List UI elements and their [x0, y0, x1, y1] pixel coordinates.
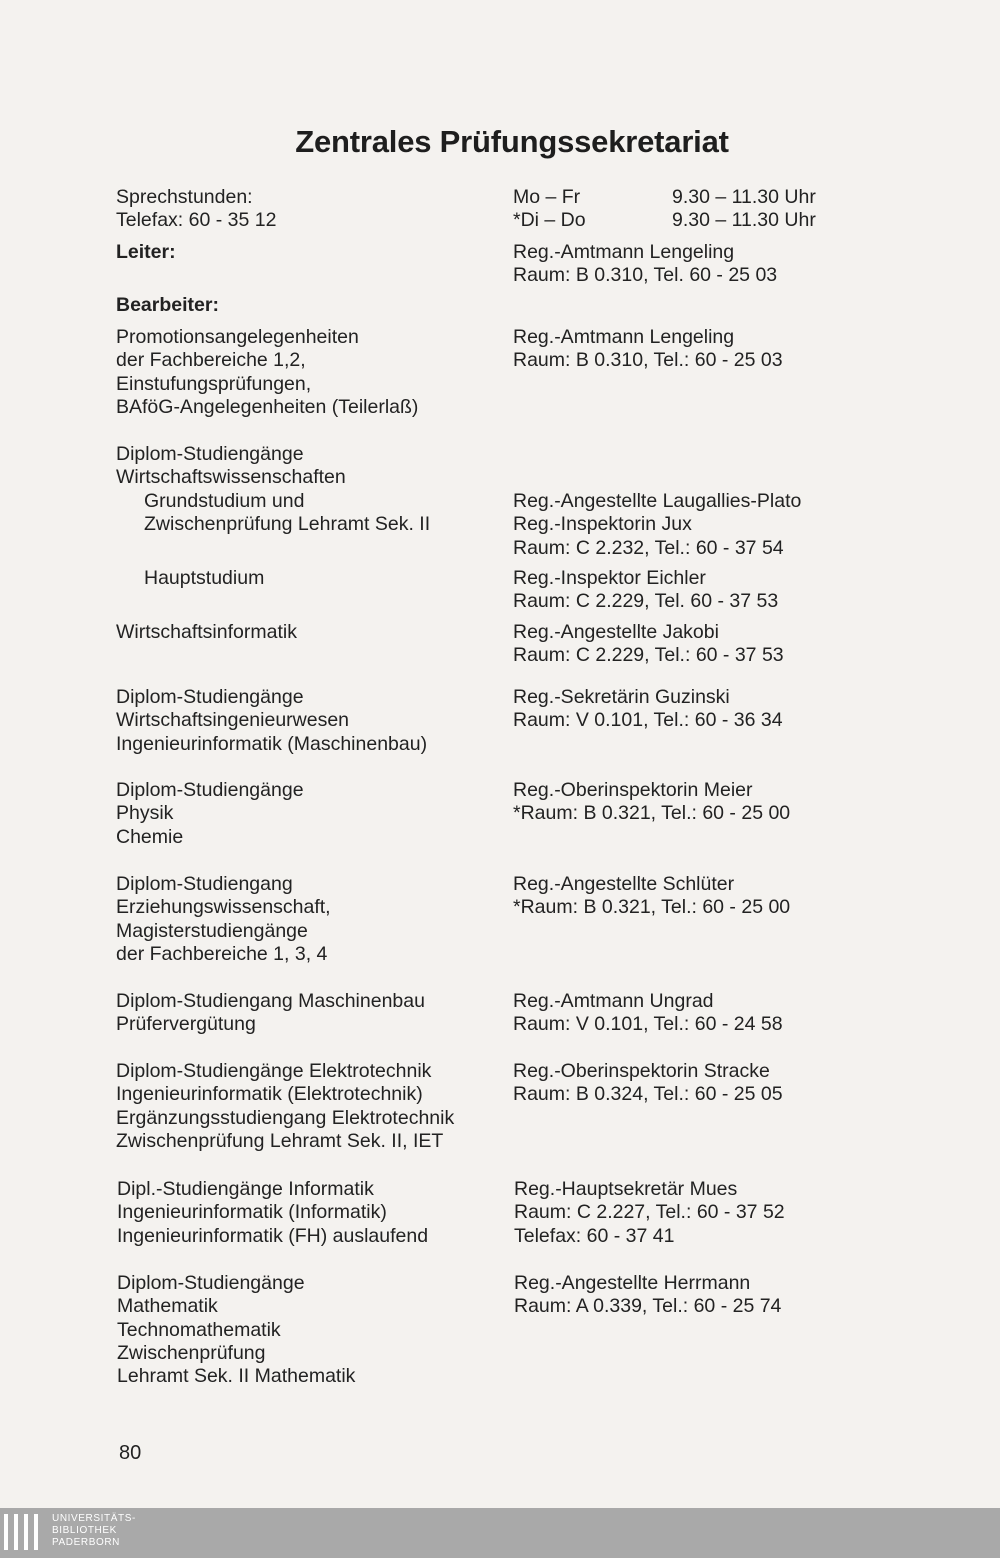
hours-day: Mo – Fr — [513, 186, 581, 208]
subject-line: Ingenieurinformatik (Maschinenbau) — [116, 732, 428, 755]
entry-contact — [513, 567, 778, 614]
contact-line: Raum: C 2.229, Tel.: 60 - 37 53 — [513, 644, 784, 667]
entry-contact — [513, 1060, 783, 1107]
contact-line: Reg.-Hauptsekretär Mues — [514, 1178, 738, 1200]
entry-subjects — [116, 1060, 454, 1153]
subject-line: Diplom-Studiengänge — [117, 1272, 305, 1294]
entry-subjects — [116, 567, 264, 590]
subject-line: Diplom-Studiengang — [116, 873, 293, 895]
hours-time: 9.30 – 11.30 Uhr — [672, 209, 816, 231]
library-logo-text — [52, 1513, 136, 1549]
subject-line: Wirtschaftswissenschaften — [116, 466, 346, 489]
subject-line: Zwischenprüfung — [117, 1341, 266, 1364]
contact-line: Reg.-Amtmann Lengeling — [513, 326, 735, 348]
contact-line: Reg.-Inspektorin Jux — [513, 513, 692, 536]
subject-line: Diplom-Studiengänge — [116, 686, 304, 708]
subject-line: Promotionsangelegenheiten — [116, 326, 359, 348]
bearbeiter-label: Bearbeiter: — [116, 294, 219, 316]
contact-line: Raum: B 0.310, Tel.: 60 - 25 03 — [513, 349, 783, 372]
subject-line: Prüfervergütung — [116, 1013, 256, 1036]
entry-subjects — [117, 1178, 428, 1248]
subject-line: Zwischenprüfung Lehramt Sek. II, IET — [116, 1129, 444, 1152]
subject-line: Hauptstudium — [144, 567, 265, 589]
sprechstunden-label: Sprechstunden: — [116, 186, 253, 208]
subject-line: Technomathematik — [117, 1318, 281, 1341]
entry-subjects — [116, 990, 425, 1037]
entry-contact — [514, 1272, 781, 1319]
subject-line: der Fachbereiche 1,2, — [116, 349, 306, 372]
contact-line: Raum: C 2.227, Tel.: 60 - 37 52 — [514, 1201, 785, 1224]
entry-contact — [513, 490, 801, 560]
subject-line: BAföG-Angelegenheiten (Teilerlaß) — [116, 395, 419, 418]
subject-line: Wirtschaftsinformatik — [116, 621, 297, 643]
contact-line: Reg.-Oberinspektorin Meier — [513, 779, 753, 801]
contact-line: Raum: V 0.101, Tel.: 60 - 24 58 — [513, 1013, 783, 1036]
contact-line: Reg.-Angestellte Laugallies-Plato — [513, 490, 802, 512]
subject-line: Ergänzungsstudiengang Elektrotechnik — [116, 1106, 455, 1129]
entry-contact — [513, 621, 784, 668]
contact-line: Reg.-Sekretärin Guzinski — [513, 686, 730, 708]
contact-line: Raum: V 0.101, Tel.: 60 - 36 34 — [513, 709, 783, 732]
contact-line: Reg.-Angestellte Schlüter — [513, 873, 735, 895]
contact-line: Reg.-Inspektor Eichler — [513, 567, 706, 589]
subject-line: Chemie — [116, 825, 184, 848]
page-title: Zentrales Prüfungssekretariat — [295, 124, 729, 159]
entry-contact — [513, 779, 790, 826]
entry-subjects — [116, 621, 297, 644]
subject-line: Diplom-Studiengänge — [116, 443, 304, 465]
entry-subjects — [116, 873, 331, 966]
subject-line: Diplom-Studiengänge — [116, 779, 304, 801]
subject-line: Lehramt Sek. II Mathematik — [117, 1365, 356, 1388]
contact-line: Telefax: 60 - 37 41 — [514, 1224, 675, 1247]
contact-line: Raum: C 2.229, Tel. 60 - 37 53 — [513, 590, 779, 613]
subject-line: Erziehungswissenschaft, — [116, 896, 331, 919]
subject-line: Diplom-Studiengänge Elektrotechnik — [116, 1060, 432, 1082]
page-number: 80 — [119, 1442, 142, 1464]
entry-subjects — [116, 443, 346, 490]
subject-line: Magisterstudiengänge — [116, 919, 308, 942]
subject-line: Mathematik — [117, 1295, 218, 1318]
entry-contact — [514, 1178, 785, 1248]
office-hours-label-block — [116, 186, 276, 233]
subject-line: Ingenieurinformatik (Informatik) — [117, 1201, 387, 1224]
contact-line: Raum: A 0.339, Tel.: 60 - 25 74 — [514, 1295, 782, 1318]
entry-subjects — [116, 686, 427, 756]
logo-line: BIBLIOTHEK — [52, 1525, 117, 1536]
contact-line: Reg.-Angestellte Jakobi — [513, 621, 719, 643]
subject-line: Wirtschaftsingenieurwesen — [116, 709, 350, 732]
contact-line: Raum: B 0.324, Tel.: 60 - 25 05 — [513, 1083, 783, 1106]
contact-line: Reg.-Oberinspektorin Stracke — [513, 1060, 770, 1082]
telefax-label: Telefax: 60 - 35 12 — [116, 209, 277, 232]
logo-line: UNIVERSITÄTS- — [52, 1513, 136, 1524]
leiter-label: Leiter: — [116, 241, 176, 263]
hours-row — [513, 209, 843, 232]
subject-line: Dipl.-Studiengänge Informatik — [117, 1178, 374, 1200]
entry-contact — [513, 990, 783, 1037]
contact-line: *Raum: B 0.321, Tel.: 60 - 25 00 — [513, 802, 791, 825]
hours-row — [513, 186, 843, 209]
entry-subjects — [117, 1272, 355, 1388]
hours-time: 9.30 – 11.30 Uhr — [672, 186, 816, 208]
contact-line: Reg.-Angestellte Herrmann — [514, 1272, 751, 1294]
office-hours-table — [513, 186, 843, 232]
subject-line: der Fachbereiche 1, 3, 4 — [116, 942, 328, 965]
hours-day: *Di – Do — [513, 209, 586, 231]
subject-line: Ingenieurinformatik (FH) auslaufend — [117, 1224, 429, 1247]
subject-line: Einstufungsprüfungen, — [116, 372, 312, 395]
contact-line: *Raum: B 0.321, Tel.: 60 - 25 00 — [513, 896, 791, 919]
entry-subjects — [116, 779, 304, 849]
logo-line: PADERBORN — [52, 1537, 121, 1548]
leiter-name: Reg.-Amtmann Lengeling — [513, 241, 735, 263]
entry-subjects — [116, 490, 430, 537]
library-logo-icon — [4, 1514, 44, 1554]
entry-contact — [513, 326, 783, 373]
subject-line: Diplom-Studiengang Maschinenbau — [116, 990, 425, 1012]
subject-line: Ingenieurinformatik (Elektrotechnik) — [116, 1083, 423, 1106]
subject-line: Grundstudium und — [144, 490, 305, 512]
entry-subjects — [116, 326, 418, 419]
entry-contact — [513, 686, 783, 733]
leiter-room: Raum: B 0.310, Tel. 60 - 25 03 — [513, 264, 778, 287]
subject-line: Physik — [116, 802, 174, 825]
leiter-contact — [513, 241, 777, 288]
subject-line: Zwischenprüfung Lehramt Sek. II — [144, 513, 431, 536]
library-footer — [0, 1508, 1000, 1558]
entry-contact — [513, 873, 790, 920]
contact-line: Reg.-Amtmann Ungrad — [513, 990, 714, 1012]
contact-line: Raum: C 2.232, Tel.: 60 - 37 54 — [513, 536, 784, 559]
